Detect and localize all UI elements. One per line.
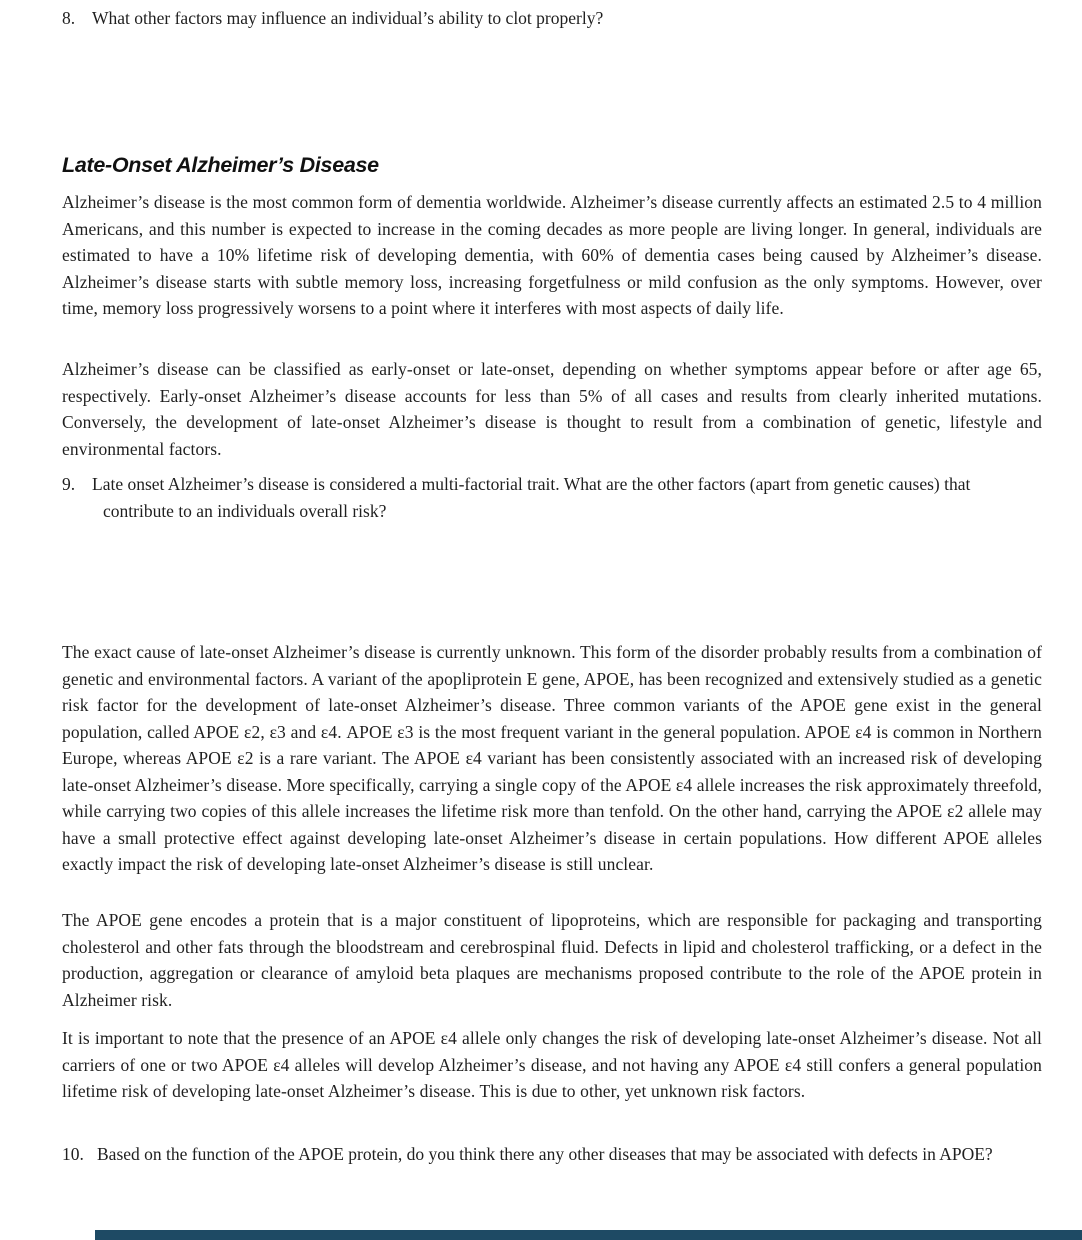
paragraph-alzheimers-overview: Alzheimer’s disease is the most common form of dementia worldwide. Alzheimer’s disease currently affects an estimated 2.5 to 4 million Americans, and this number is expected to increase in the coming decades as more people are living longer. In general, individuals are estimated to have a 10% lifetime risk of developing dementia, with 60% of dementia cases being caused by Alzheimer’s disease. Alzheimer’s disease starts with subtle memory loss, increasing forgetfulness or mild confusion as the only symptoms. However, over time, memory loss progressively worsens to a point where it interferes with most aspects of daily life. <box>62 192 1042 318</box>
question-10-text: Based on the function of the APOE protein, do you think there any other diseases that may be associated with defects in APOE? <box>97 1144 993 1164</box>
question-10-number: 10. <box>62 1144 84 1164</box>
question-9-text: Late onset Alzheimer’s disease is considered a multi-factorial trait. What are the other factors (apart from genetic causes) that contribute to an individuals overall risk? <box>92 474 971 521</box>
question-8-number: 8. <box>62 8 76 28</box>
question-9-number: 9. <box>62 474 76 494</box>
question-10 <box>62 1141 1042 1168</box>
paragraph-early-vs-late-onset: Alzheimer’s disease can be classified as early-onset or late-onset, depending on whether symptoms appear before or after age 65, respectively. Early-onset Alzheimer’s disease accounts for less than 5% of all cases and results from clearly inherited mutations. Conversely, the development of late-onset Alzheimer’s disease is thought to result from a combination of genetic, lifestyle and environmental factors. <box>62 359 1042 459</box>
paragraph-apoe-variants: The exact cause of late-onset Alzheimer’s disease is currently unknown. This form of the disorder probably results from a combination of genetic and environmental factors. A variant of the apopliprotein E gene, APOE, has been recognized and extensively studied as a genetic risk factor for the development of late-onset Alzheimer’s disease. Three common variants of the APOE gene exist in the general population, called APOE ε2, ε3 and ε4. APOE ε3 is the most frequent variant in the general population. APOE ε4 is common in Northern Europe, whereas APOE ε2 is a rare variant. The APOE ε4 variant has been consistently associated with an increased risk of developing late-onset Alzheimer’s disease. More specifically, carrying a single copy of the APOE ε4 allele increases the risk approximately threefold, while carrying two copies of this allele increases the lifetime risk more than tenfold. On the other hand, carrying the APOE ε2 allele may have a small protective effect against developing late-onset Alzheimer’s disease in certain populations. How different APOE alleles exactly impact the risk of developing late-onset Alzheimer’s disease is still unclear. <box>62 642 1042 874</box>
question-9 <box>62 471 1042 524</box>
section-heading: Late-Onset Alzheimer’s Disease <box>62 153 379 177</box>
question-8 <box>62 5 1042 32</box>
question-8-text: What other factors may influence an individual’s ability to clot properly? <box>92 8 604 28</box>
footer-color-band <box>95 1230 1082 1240</box>
paragraph-apoe-risk-note: It is important to note that the presence of an APOE ε4 allele only changes the risk of developing late-onset Alzheimer’s disease. Not all carriers of one or two APOE ε4 alleles will develop Alzheimer’s disease, and not having any APOE ε4 still confers a general population lifetime risk of developing late-onset Alzheimer’s disease. This is due to other, yet unknown risk factors. <box>62 1028 1042 1101</box>
paragraph-apoe-gene-function: The APOE gene encodes a protein that is a major constituent of lipoproteins, which are responsible for packaging and transporting cholesterol and other fats through the bloodstream and cerebrospinal fluid. Defects in lipid and cholesterol trafficking, or a defect in the production, aggregation or clearance of amyloid beta plaques are mechanisms proposed contribute to the role of the APOE protein in Alzheimer risk. <box>62 910 1042 1010</box>
